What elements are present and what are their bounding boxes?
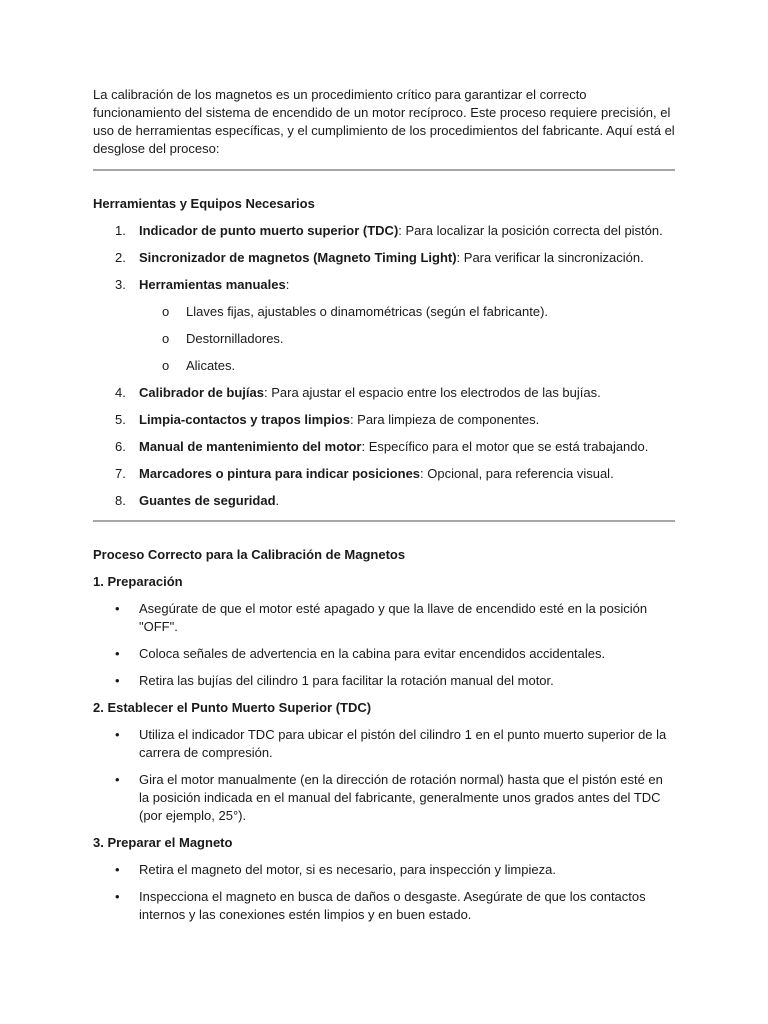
item-description: : Específico para el motor que se está trabajando. bbox=[361, 439, 649, 454]
item-description: : bbox=[285, 277, 290, 292]
bullet-marker: • bbox=[115, 862, 120, 877]
bullet-marker: • bbox=[115, 673, 120, 688]
list-item bbox=[93, 600, 675, 636]
sub-list-item bbox=[93, 357, 675, 375]
bullet-marker: • bbox=[115, 727, 120, 742]
list-number: 6. bbox=[115, 439, 126, 454]
sub-list-marker: o bbox=[162, 358, 170, 373]
item-text: Utiliza el indicador TDC para ubicar el pistón del cilindro 1 en el punto muerto superior de la carrera de compresión. bbox=[139, 727, 667, 760]
list-number: 8. bbox=[115, 493, 126, 508]
sub-item-text: Llaves fijas, ajustables o dinamométricas (según el fabricante). bbox=[186, 304, 549, 319]
list-item bbox=[93, 438, 675, 456]
intro-paragraph: La calibración de los magnetos es un procedimiento crítico para garantizar el correcto funcionamiento del sistema de encendido de un motor recíproco. Este proceso requiere precisión, el uso de herramientas específicas, y el cumplimiento de los procedimientos del fabricante. Aquí está el desglose del proceso: bbox=[93, 87, 675, 156]
list-item bbox=[93, 249, 675, 267]
list-item bbox=[93, 276, 675, 294]
step-heading: 1. Preparación bbox=[93, 574, 183, 589]
list-item bbox=[93, 645, 675, 663]
item-term: Calibrador de bujías bbox=[139, 385, 264, 400]
item-text: Asegúrate de que el motor esté apagado y que la llave de encendido esté en la posición "OFF". bbox=[139, 601, 648, 634]
sub-list-item bbox=[93, 303, 675, 321]
sub-item-text: Destornilladores. bbox=[186, 331, 284, 346]
item-text: Retira las bujías del cilindro 1 para facilitar la rotación manual del motor. bbox=[139, 673, 554, 688]
list-item bbox=[93, 492, 675, 510]
item-description: : Para limpieza de componentes. bbox=[349, 412, 540, 427]
list-item bbox=[93, 888, 675, 924]
item-term: Indicador de punto muerto superior (TDC) bbox=[139, 223, 399, 238]
item-term: Manual de mantenimiento del motor bbox=[139, 439, 362, 454]
list-number: 7. bbox=[115, 466, 126, 481]
bullet-marker: • bbox=[115, 646, 120, 661]
bullet-marker: • bbox=[115, 601, 120, 616]
list-number: 4. bbox=[115, 385, 126, 400]
step-heading: 2. Establecer el Punto Muerto Superior (TDC) bbox=[93, 700, 372, 715]
step-list bbox=[93, 726, 675, 825]
list-number: 5. bbox=[115, 412, 126, 427]
item-text: Gira el motor manualmente (en la dirección de rotación normal) hasta que el pistón esté en la posición indicada en el manual del fabricante, generalmente unos grados antes del TDC (por ejemplo, 25°). bbox=[139, 772, 663, 823]
bullet-marker: • bbox=[115, 889, 120, 904]
bullet-marker: • bbox=[115, 772, 120, 787]
process-heading: Proceso Correcto para la Calibración de Magnetos bbox=[93, 547, 406, 562]
item-text: Retira el magneto del motor, si es necesario, para inspección y limpieza. bbox=[139, 862, 556, 877]
list-item bbox=[93, 222, 675, 240]
step-list bbox=[93, 600, 675, 690]
list-item bbox=[93, 465, 675, 483]
list-item bbox=[93, 726, 675, 762]
item-description: : Para ajustar el espacio entre los electrodos de las bujías. bbox=[263, 385, 601, 400]
list-number: 1. bbox=[115, 223, 126, 238]
item-term: Marcadores o pintura para indicar posiciones bbox=[139, 466, 421, 481]
item-description: : Opcional, para referencia visual. bbox=[420, 466, 614, 481]
item-text: Inspecciona el magneto en busca de daños o desgaste. Asegúrate de que los contactos internos y las conexiones estén limpios y en buen estado. bbox=[139, 889, 646, 922]
list-item bbox=[93, 384, 675, 402]
item-text: Coloca señales de advertencia en la cabina para evitar encendidos accidentales. bbox=[139, 646, 606, 661]
horizontal-rule bbox=[93, 520, 675, 522]
sub-list-item bbox=[93, 330, 675, 348]
item-description: . bbox=[275, 493, 280, 508]
tools-list bbox=[93, 222, 675, 510]
sub-list-marker: o bbox=[162, 304, 170, 319]
item-term: Limpia-contactos y trapos limpios bbox=[139, 412, 350, 427]
item-term: Herramientas manuales bbox=[139, 277, 286, 292]
list-item bbox=[93, 771, 675, 825]
document-body bbox=[93, 86, 675, 924]
item-description: : Para verificar la sincronización. bbox=[456, 250, 644, 265]
item-term: Sincronizador de magnetos (Magneto Timing Light) bbox=[139, 250, 457, 265]
tools-heading: Herramientas y Equipos Necesarios bbox=[93, 196, 315, 211]
list-item bbox=[93, 411, 675, 429]
list-item bbox=[93, 672, 675, 690]
sub-item-text: Alicates. bbox=[186, 358, 236, 373]
list-number: 3. bbox=[115, 277, 126, 292]
list-number: 2. bbox=[115, 250, 126, 265]
sub-list-marker: o bbox=[162, 331, 170, 346]
list-item bbox=[93, 861, 675, 879]
step-heading: 3. Preparar el Magneto bbox=[93, 835, 233, 850]
step-list bbox=[93, 861, 675, 924]
horizontal-rule bbox=[93, 169, 675, 171]
item-term: Guantes de seguridad bbox=[139, 493, 276, 508]
item-description: : Para localizar la posición correcta del pistón. bbox=[398, 223, 663, 238]
